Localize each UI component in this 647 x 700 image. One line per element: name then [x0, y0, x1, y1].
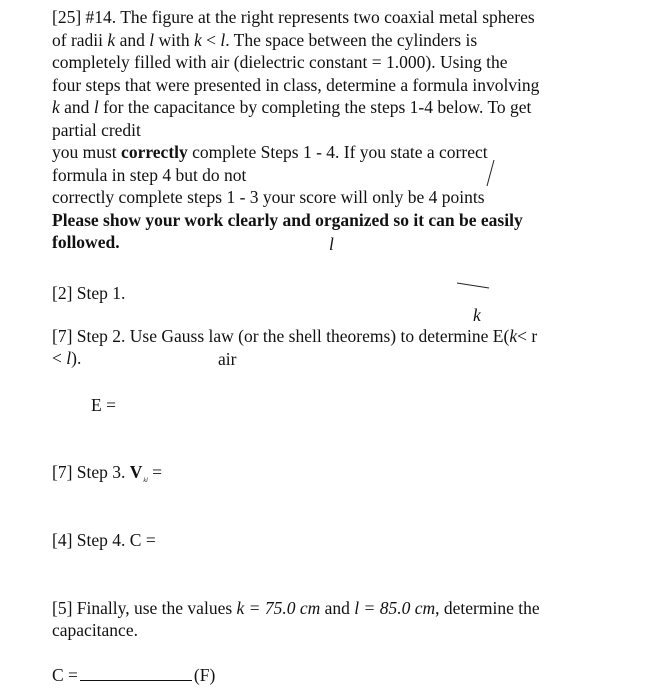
final-question: [5] Finally, use the values k = 75.0 cm and l = 85.0 cm, determine the	[52, 598, 540, 618]
problem-line-3: completely filled with air (dielectric constant = 1.000). Using the	[52, 52, 508, 72]
step-1: [2] Step 1.	[52, 283, 126, 303]
figure-label-air: air	[218, 349, 237, 369]
step-4: [4] Step 4. C =	[52, 530, 156, 550]
step-2-cont: < l).	[52, 348, 82, 368]
radius-k-line	[457, 283, 489, 288]
radius-l-line	[487, 160, 494, 186]
figure-label-k: k	[473, 305, 481, 325]
answer-line: C = (F)	[52, 665, 216, 685]
problem-line-8: formula in step 4 but do not	[52, 164, 247, 185]
e-equals: E =	[91, 395, 116, 415]
problem-line-6: partial credit	[52, 119, 141, 140]
problem-line-9: correctly complete steps 1 - 3 your score will only be 4 points	[52, 187, 485, 207]
step-2: [7] Step 2. Use Gauss law (or the shell theorems) to determine E(k< r	[52, 326, 538, 346]
answer-blank[interactable]	[80, 666, 192, 681]
figure-label-l: l	[329, 234, 334, 254]
problem-line-10: Please show your work clearly and organized so it can be easily	[52, 209, 523, 230]
problem-header: [25] #14. The figure at the right represents two coaxial metal spheres	[52, 7, 535, 27]
problem-line-7: you must correctly complete Steps 1 - 4. If you state a correct	[52, 142, 488, 162]
step-3: [7] Step 3. $V_{kl}$ =	[52, 462, 163, 484]
problem-line-4: four steps that were presented in class, determine a formula involving	[52, 74, 540, 95]
problem-line-5: k and l for the capacitance by completing the steps 1-4 below. To get	[52, 97, 532, 117]
problem-line-11: followed.	[52, 232, 120, 252]
final-question-cont: capacitance.	[52, 620, 138, 640]
problem-line-2: of radii k and l with k < l. The space between the cylinders is	[52, 29, 478, 50]
